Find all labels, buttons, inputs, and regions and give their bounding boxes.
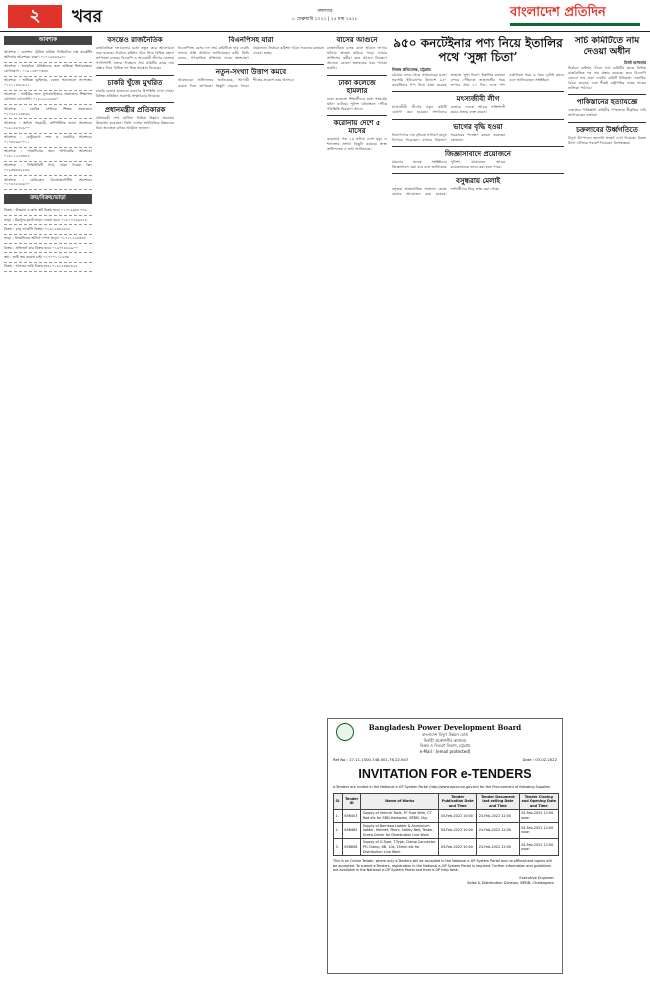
divider (96, 75, 174, 76)
divider (327, 75, 387, 76)
article-title: জিজ্ঞাসাবাদে প্রয়োজনে (445, 148, 511, 158)
divider (392, 119, 564, 120)
tender-intro: e-Tenders are invited in the National e-GP System Portal (http://www.eprocure.gov.bd) for the Procurement of following Supplies (333, 785, 550, 789)
divider (568, 94, 646, 95)
article-title: চক্রলাবের উর্ধ্বগতিতে (576, 124, 638, 134)
classified-item: ভাড়া : ধানমন্ডিতে অফিস স্পেস ভাড়া। ০১৭১১২২৩৩৪৪ (4, 235, 92, 244)
tender-office-2: বিক্রয় ও বিতরণ বিভাগ, চট্টগ্রাম (419, 743, 471, 749)
tender-row (334, 822, 559, 839)
article-title: নতুন-সংখ্যা উত্তাপ কমবে (215, 67, 287, 77)
classified-list-2 (4, 207, 92, 272)
main-byline: নিজস্ব প্রতিবেদক, চট্টগ্রাম (392, 66, 431, 72)
article-title: পাকিস্তানের হত্যাযজ্ঞে (576, 97, 638, 107)
classified-item: আবশ্যক : মেডিকেল রিপ্রেজেন্টেটিভ আবশ্যক। ০১৭৪৪৫৫৬৬৭৭ (4, 176, 92, 190)
tender-office: নির্বাহী প্রকৌশলীর কার্যালয় (423, 737, 467, 743)
page-number: ২ (8, 5, 62, 28)
tender-table-body (334, 810, 559, 856)
article-body: প্রধানমন্ত্রী শেখ হাসিনা বিভিন্ন উন্নয়ন প্রকল্পের উদ্বোধন করেছেন। তিনি দেশের অর্থনৈতিক উন্নয়নের ধারা অব্যাহত রাখার আহ্বান জানান। (96, 115, 174, 131)
article-body: মৎস্যজীবী লীগের নতুন কমিটি ঘোষণা করা হয়েছে। সংগঠনের নেতারা দলকে আরও শক্তিশালী করার প্রত্যয় ব্যক্ত করেন। (392, 105, 506, 115)
right-byline: মির্জা আখতার (624, 59, 646, 65)
main-body: চট্টগ্রাম বন্দর থেকে প্রথমবারের মতো সরাসরি ইউরোপের উদ্দেশে ৯৫০ কনটেইনার পণ্য নিয়ে যাত্রা করেছে জাহাজ ‘সুঙ্গা চিতা’। ইতালির রাভেনা বন্দরে পৌঁছাতে জাহাজটির সময় লাগবে প্রায় ২০ দিন। এতে পণ্য রপ্তানিতে সময় ও খরচ দুটোই কমবে বলে জানিয়েছেন সংশ্লিষ্টরা। (392, 72, 564, 88)
day-line: মঙ্গলবার (317, 9, 333, 14)
tender-table (333, 793, 559, 857)
article-body: নিত্যপণ্যের দাম বৃদ্ধিতে সাধারণ মানুষ বিপাকে পড়েছেন। বাজার নিয়ন্ত্রণে সরকারের পদক্ষেপ কামনা করেছেন ক্রেতারা। (392, 132, 506, 142)
tender-ref-row (333, 757, 557, 762)
tender-cell: 23-Feb-2022 12:00 (477, 810, 519, 822)
article-title: প্রধানমন্ত্রীর প্রতিকারক (104, 104, 166, 114)
section-title: খবর (72, 7, 102, 27)
article-body: বসুন্ধরা আন্তর্জাতিক সম্মেলন কেন্দ্রে মেলার আয়োজন করা হয়েছে। দর্শনার্থীদের ভিড় লক্ষ্য করা গেছে। (392, 187, 500, 197)
article-body: ঢাকা কলেজে শিক্ষার্থীদের মধ্যে সংঘর্ষের ঘটনা ঘটেছে। পুলিশ ঘটনাস্থলে পৌঁছে পরিস্থিতি নিয়ন্ত্রণে আনে। (327, 96, 387, 111)
tender-signature (336, 876, 554, 886)
article-body: আবহাওয়া অধিদফতর জানিয়েছে, আগামী কয়েক দিনে তাপমাত্রা কিছুটা বাড়তে পারে। শীতের প্রকোপ কমে আসবে। (178, 78, 295, 88)
article-body: রাজধানীতে চলন্ত বাসে আগুন লাগার ঘটনায় আতঙ্ক ছড়িয়ে পড়ে। ফায়ার সার্ভিসের কর্মীরা দ্রুত আগুন নিয়ন্ত্রণে আনেন। কোনো হতাহতের খবর পাওয়া যায়নি। (327, 46, 387, 71)
classified-item: আবশ্যক : অভিজ্ঞ ড্রাইভার, বেতন আলোচনা সাপেক্ষে। ০১৭১১৪৮৮৯২২ (4, 77, 92, 91)
classified-item: ভাড়া : মিরপুরে ফ্ল্যাট ভাড়া দেওয়া হবে। ০১৮১৭৭৬৬৫৫৪ (4, 216, 92, 225)
tender-cell: 23-Feb-2022 12:00 (477, 839, 519, 856)
divider (178, 64, 324, 65)
logo-text: বাংলাদেশ প্রতিদিন (510, 5, 606, 20)
tender-column-header: Sl. (334, 793, 343, 810)
tender-column-header: Tender Document last selling Date and Time (477, 793, 519, 810)
article-title: বসন্তেও রাজনৈতিক (107, 36, 163, 44)
classified-item: আবশ্যক : ফ্যাক্টরির জন্য সুপারভাইজার প্রয়োজন। শিক্ষাগত যোগ্যতা এসএসসি। ০১৮১৯২২৬৬৪০ (4, 91, 92, 105)
article-title: বাসের আগুনে (336, 36, 378, 44)
tender-cell: 656608 (342, 839, 361, 856)
tender-cell: 24-Feb-2022 12:00 noon (519, 822, 558, 839)
divider (392, 91, 564, 92)
classified-heading: আবশ্যক (4, 36, 92, 45)
tender-cell: Supply of G-Type, T-Type, Clamp Connector, PG Clamp, 6B, 10s, 25mm etc for Distribution Line Work (361, 839, 439, 856)
tender-row (334, 839, 559, 856)
article-body: মামলার তদন্তে সংশ্লিষ্টদের জিজ্ঞাসাবাদ করা হবে বলে জানিয়েছে পুলিশ। প্রয়োজনে আরও কয়েকজনকে তলব করা হতে পারে। (392, 159, 506, 169)
article-title: বিএনপিসহ যারা (228, 36, 274, 44)
classified-item: আবশ্যক : স্বনামধন্য প্রতিষ্ঠানের জন্য অভিজ্ঞ হিসাবরক্ষক। যোগাযোগ : ০১৯১২৩০০৩৩৪ (4, 63, 92, 77)
tender-signer: Executive Engineer (519, 875, 554, 880)
tender-cell: 24-Feb-2022 12:00 noon (519, 839, 558, 856)
classified-item: আবশ্যক : রেস্টুরেন্টে শেফ ও ওয়েটার আবশ্যক। ০১৭৮৮৯৯০০১১ (4, 134, 92, 148)
tender-column-header: Name of Works (361, 793, 439, 810)
tender-org-bn: বাংলাদেশ বিদ্যুৎ উন্নয়ন বোর্ড (421, 732, 468, 738)
article-column-right (568, 36, 646, 980)
tender-cell: Supply of Bamboo Ladder & Aluminium ladder, Helmet, Pliers, Safety Belt, Tester, Screw Driver for Distribution Line Work (361, 822, 439, 839)
classified-heading-2: ক্রয়/বিক্রয়/ভাড়া (4, 194, 92, 203)
tender-cell: 24-Feb-2022 12:00 noon (519, 810, 558, 822)
article-body: বিদ্যুৎ উৎপাদনে জ্বালানি সংকট দেখা দিয়েছে। বিকল্প উৎস খোঁজার পরামর্শ দিয়েছেন বিশেষজ্ঞরা। (568, 135, 646, 145)
tender-cell: 23-Feb-2022 12:00 (477, 822, 519, 839)
tender-cell: 03-Feb-2022 10:00 (439, 839, 477, 856)
classified-item: আবশ্যক : গার্মেন্টসের জন্য অপারেটর আবশ্যক। ০১৬১১২২৩৩৪৪ (4, 148, 92, 162)
tender-cell: 03-Feb-2022 10:00 (439, 822, 477, 839)
classified-item: আবশ্যক : গুলশান ট্রেডিং হাউজ লিমিটেডে দক্ষ মার্কেটিং অফিসার আবশ্যক। ঢাকা। ০১৭১৬৫৬৪৯৭১ (4, 48, 92, 62)
classified-column (4, 36, 92, 980)
tender-column-header: Tender ID (342, 793, 361, 810)
tender-notes: This is an Online Tender, where only e-Tenders will be accepted in the National e-GP System Portal and no offline/hard copies will be accepted. To submit e-Tenders, registration in the National e-GP System Portal is required. Further information and guidelines are available in the National e-GP System Portal and from e-GP help desk. (333, 859, 552, 873)
classified-item: বিক্রয় : সাভারে জমি বিক্রয় হবে। ০১৯২২৩৩৪৪৫৫ (4, 263, 92, 272)
article-body: চাকরি মেলায় হাজারো তরুণের উপস্থিতি দেখা গেছে। বিভিন্ন প্রতিষ্ঠান সরাসরি সাক্ষাৎকার নিয়েছে। (96, 88, 174, 98)
masthead-logo (510, 4, 640, 26)
article-body: বিএনপিসহ যেসব দল সার্চ কমিটিতে নাম দেয়নি তাদের প্রতি আহ্বান জানিয়েছেন মন্ত্রী। তিনি বলেন, গণতান্ত্রিক প্রক্রিয়ায় সবার অংশগ্রহণ প্রয়োজন। নির্বাচন কমিশন গঠনে সকলের মতামত নেওয়া হচ্ছে। (178, 46, 324, 61)
article-body: একাত্তরে পাকিস্তানি বাহিনীর গণহত্যার স্বীকৃতির দাবি জানিয়েছেন বক্তারা। (568, 108, 646, 118)
article-title: মৎস্যজীবী লীগ (456, 94, 500, 104)
article-column-1 (96, 36, 174, 980)
article-body: নির্বাচন কমিশন গঠনে সার্চ কমিটির কাছে বিভিন্ন রাজনৈতিক দল নাম প্রস্তাব করেছে। তবে বিএনপি কোনো নাম জমা দেয়নি। কমিটি ইতিমধ্যে একাধিক বৈঠক করেছে এবং শীঘ্রই রাষ্ট্রপতির কাছে নামের তালিকা পাঠাবে। (568, 65, 646, 91)
tender-cell: 1. (334, 810, 343, 822)
tender-cell: 656403 (342, 810, 361, 822)
article-title: ঢাকা কলেজে হামলার (338, 77, 376, 95)
tender-cell: 3. (334, 839, 343, 856)
tender-org: Bangladesh Power Development Board (368, 723, 522, 732)
tender-table-header (334, 793, 559, 810)
tender-cell: 03-Feb-2022 10:00 (439, 810, 477, 822)
article-body: রাজনৈতিক দলগুলোর মধ্যে নতুন করে আলোচনা শুরু হয়েছে। নির্বাচন কমিশন গঠন নিয়ে বিভিন্ন মহলে তৎপরতা চলছে। বিএনপি ও আওয়ামী লীগের নেতারা পাল্টাপাল্টি বক্তব্য দিচ্ছেন। সার্চ কমিটির কাছে নাম প্রস্তাব নিয়ে বিভিন্ন দল ভিন্ন অবস্থান নিয়েছে। (96, 46, 174, 71)
tender-column-header: Tender Publication Date and Time (439, 793, 477, 810)
tender-advertisement (327, 718, 563, 974)
tender-signer-office: Sales & Distribution Division, BPDB, Chattogram (467, 880, 554, 885)
main-story (392, 36, 564, 716)
article-title: চাকরি খুঁজে মুখরিত (107, 77, 163, 87)
bpdb-logo-icon (336, 723, 354, 741)
article-column-3 (327, 36, 387, 716)
article-body: করোনায় গত ২৪ ঘণ্টায় দেশে মৃত্যু ও শনাক্তের সংখ্যা কিছুটা কমেছে। স্বাস্থ্য অধিদফতর এ তথ্য জানিয়েছে। (327, 137, 387, 152)
date-line: ৮ ফেব্রুয়ারি ২০২২ | ২৫ মাঘ ১৪২৮ (292, 17, 358, 22)
article-column-2 (178, 36, 324, 980)
logo-bar (510, 23, 640, 26)
classified-item: বিক্রয় : চালু ফার্মেসি বিক্রয়। ০১৯১২৩৪৫৬৭৮ (4, 225, 92, 234)
divider (327, 115, 387, 116)
classified-item: আবশ্যক : কোচিং সেন্টারে শিক্ষক প্রয়োজন। ০১৭৫৫১২৩৪৫৬ (4, 105, 92, 119)
article-title: বসুন্ধরায় মেলাই (455, 176, 501, 186)
divider (392, 146, 564, 147)
main-headline: ৯৫০ কনটেইনার পণ্য নিয়ে ইতালির পথে ‘সুঙ্গা চিতা’ (393, 36, 563, 65)
classified-item: ক্রয় : জমি ক্রয় করতে চাই। ০১৭০০১১২২৩৩ (4, 253, 92, 262)
classified-item: আবশ্যক : অফিস সহকারী, কম্পিউটার জানা আবশ্যক। ০১৯১৫৬৭৮৯০০ (4, 119, 92, 133)
divider (568, 122, 646, 123)
page-header (0, 0, 650, 32)
tender-cell: 2. (334, 822, 343, 839)
article-title: ভাগের বৃদ্ধি হওয়া (453, 121, 503, 131)
tender-email[interactable]: e-Mail : [email protected] (419, 748, 471, 754)
classified-item: বিক্রয় : উত্তরায় ৩ কাঠা প্লট বিক্রয় হবে। ০১৭১৯৯৮৮৭৭৬ (4, 207, 92, 216)
tender-cell: 656485 (342, 822, 361, 839)
tender-cell: Supply of Vehicle Tools, FF Fuse Wire, CT Rod etc for SBD-Hathazari, BPDB, Ctg. (361, 810, 439, 822)
tender-row (334, 810, 559, 822)
article-title: করোনায় দেশে ৫ মাসের (333, 118, 381, 136)
classified-item: আবশ্যক : সিকিউরিটি গার্ড, থাকা খাওয়া ফ্রি। ০১৯৩৩৪৪৫৫৬৬ (4, 162, 92, 176)
tender-title: INVITATION FOR e-TENDERS (358, 767, 532, 782)
tender-date: Date : 03.02.2022 (522, 757, 557, 762)
tender-ref: Ref No : 27.11.1500.748.001.76.22.647 (333, 757, 409, 762)
divider (96, 102, 174, 103)
tender-column-header: Tender Closing and Opening Date and Time (519, 793, 558, 810)
classified-item: বিক্রয় : প্রাইভেট কার বিক্রয় হবে। ০১৬৭৭৮৮৯৯০০ (4, 244, 92, 253)
divider (392, 173, 564, 174)
right-headline: সার্চ কমিটিতে নাম দেওয়া অধীন (574, 36, 640, 57)
classified-list (4, 48, 92, 190)
